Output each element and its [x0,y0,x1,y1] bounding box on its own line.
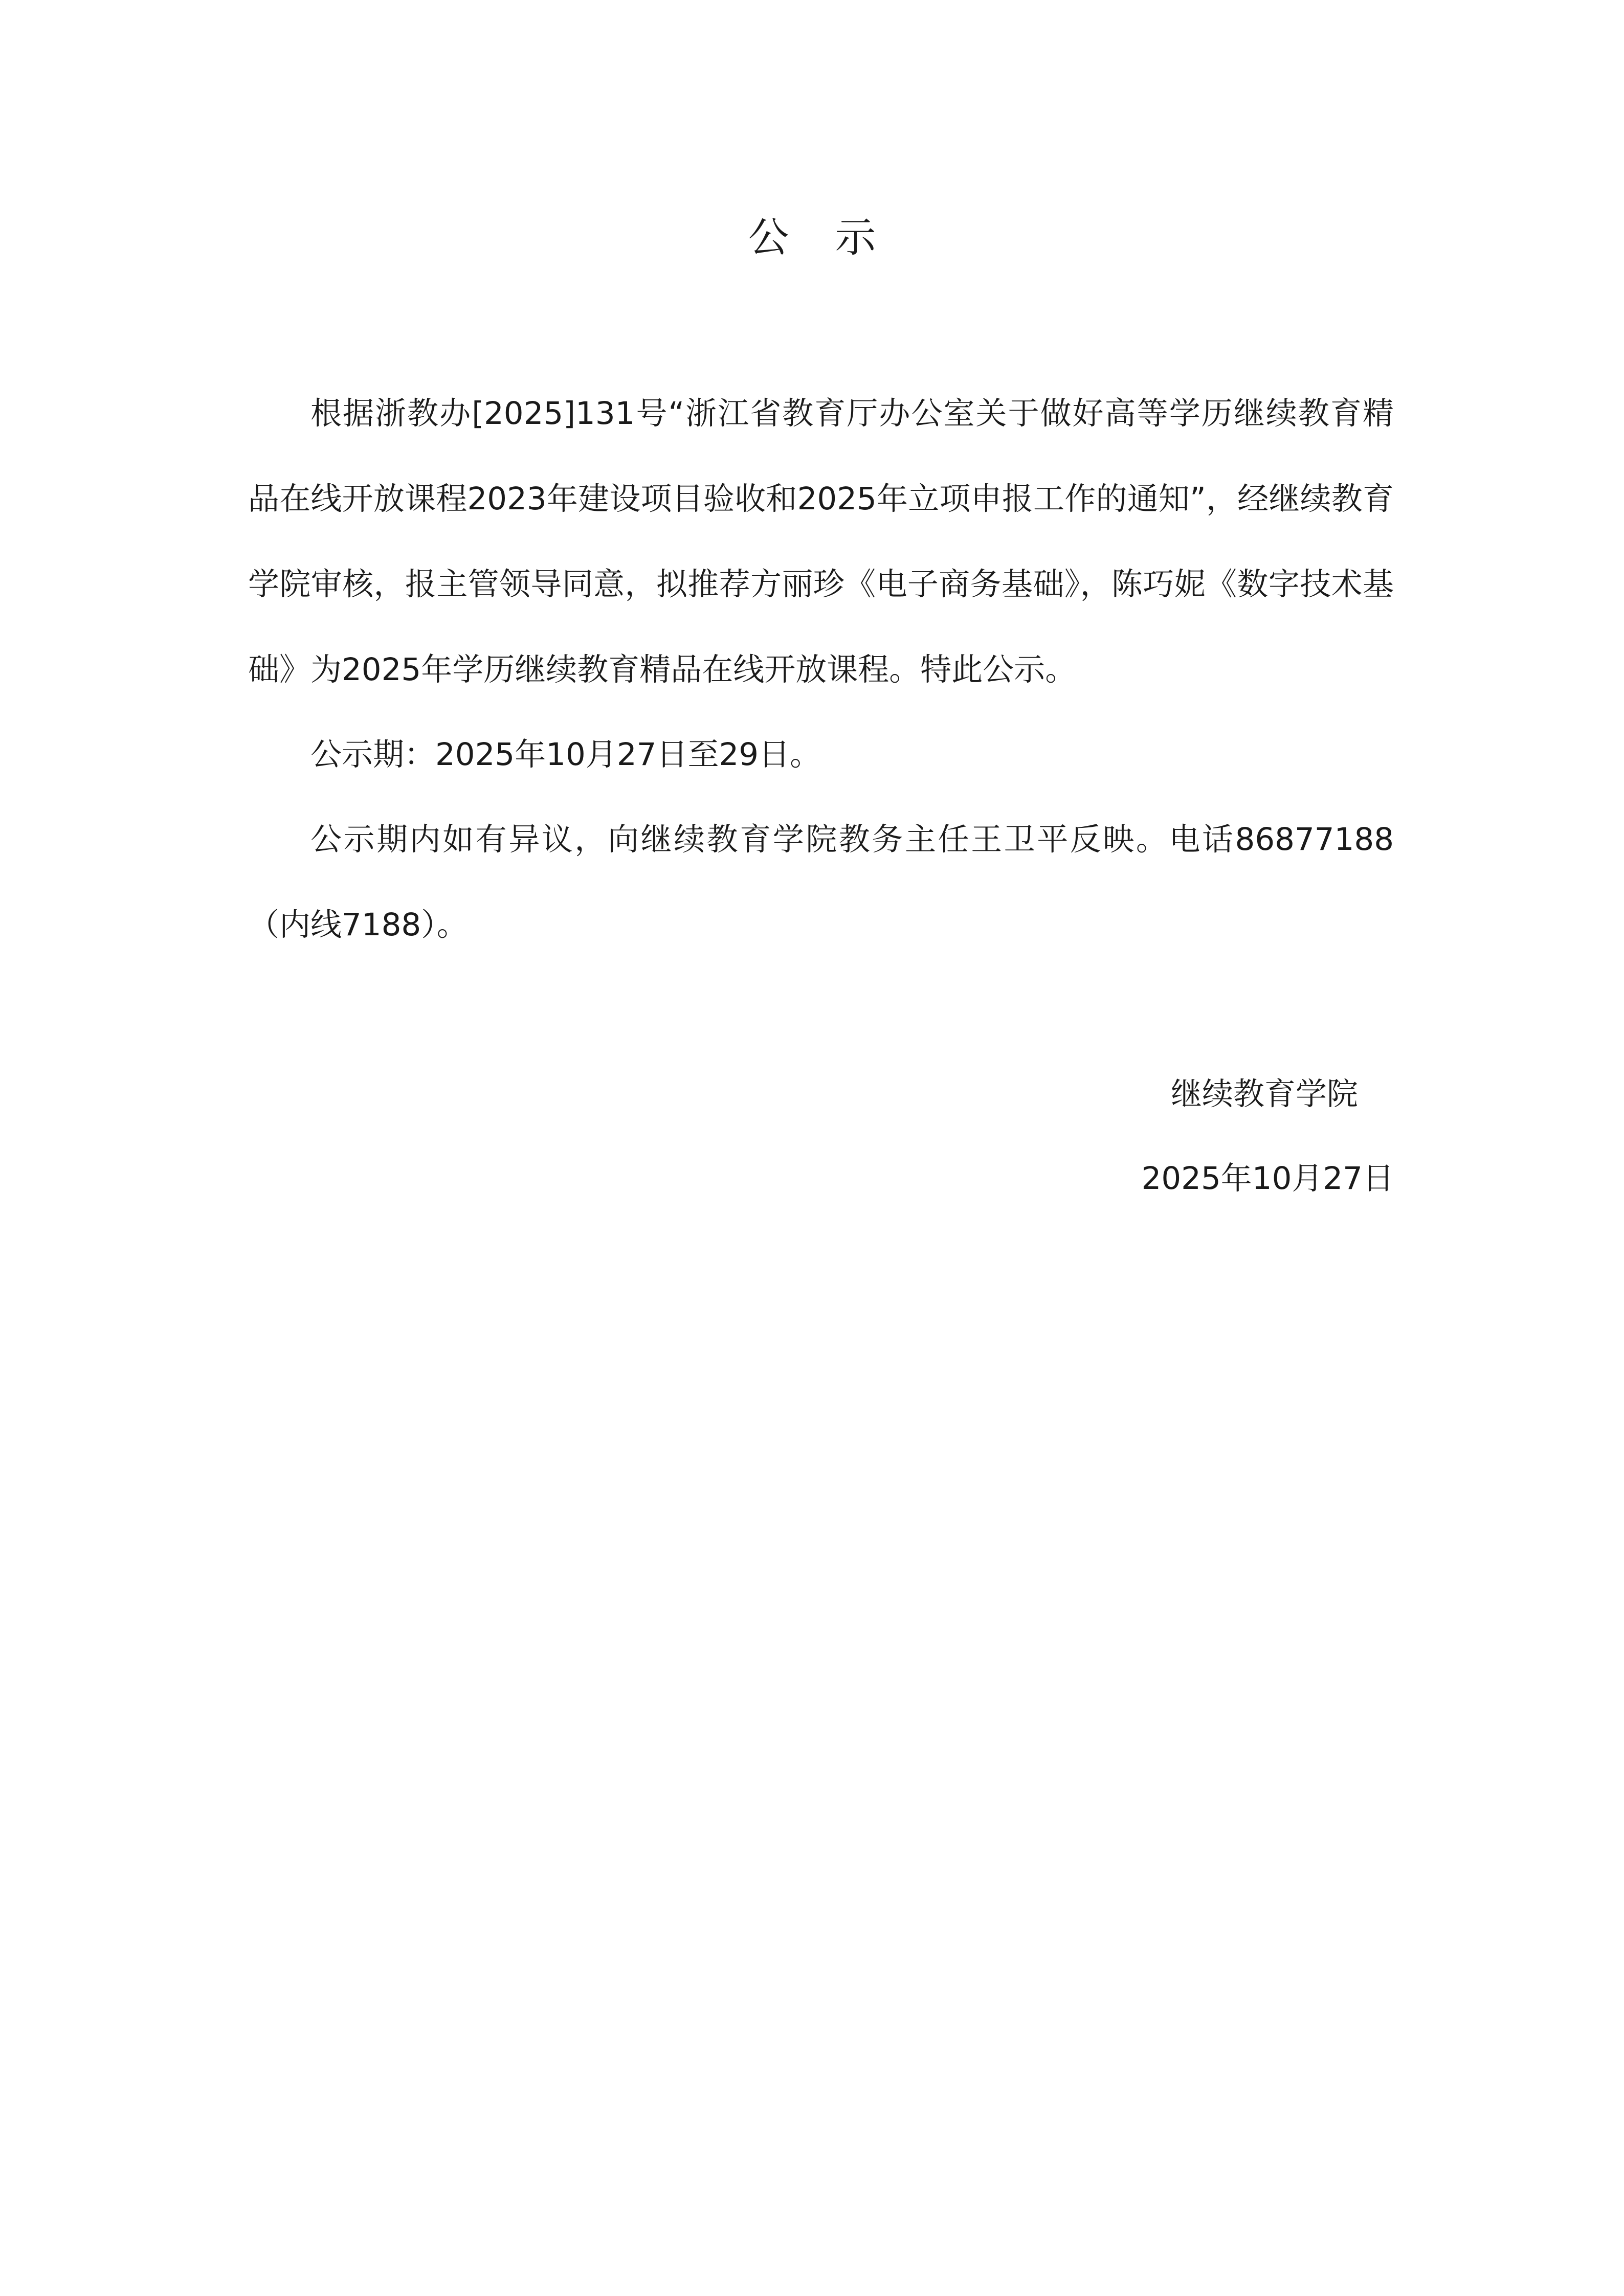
signature-date: 2025年10月27日 [1141,1160,1394,1197]
paragraph-text: 根据浙教办[2025]131号“浙江省教育厅办公室关于做好高等学历继续教育精品在线开放课程2023年建设项目验收和2025年立项申报工作的通知”，经继续教育学院审核，报主管领导同意，拟推荐方丽珍《电子商务基础》，陈巧妮《数字技术基础》为2025年学历继续教育精品在线开放课程。特此公示。 [248,395,1394,688]
document-title: 公示 [748,214,922,261]
paragraph-announcement [248,371,1394,712]
paragraph-period [248,712,1394,797]
paragraph-text: 公示期：2025年10月27日至29日。 [310,736,821,773]
paragraph-contact [248,797,1394,967]
signature-organization: 继续教育学院 [1170,1076,1358,1112]
paragraph-text: 公示期内如有异议，向继续教育学院教务主任王卫平反映。电话86877188（内线7188）。 [248,821,1394,943]
